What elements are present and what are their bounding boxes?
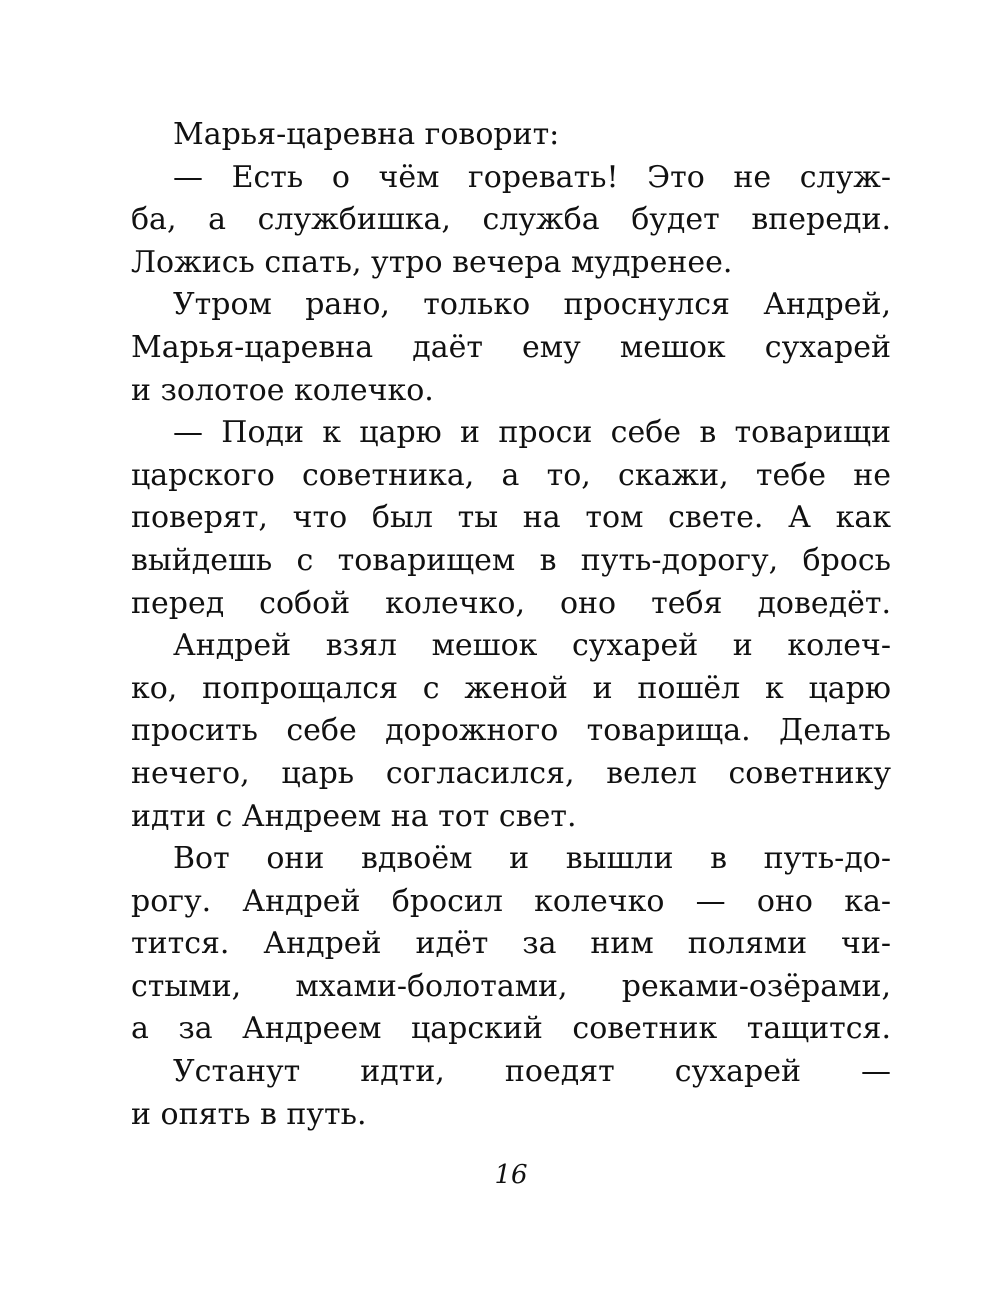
text-line: выйдешь с товарищем в путь-дорогу, брось <box>131 542 891 578</box>
text-line: ба, а службишка, служба будет впереди. <box>131 202 891 238</box>
text-line: нечего, царь согласился, велел советнику <box>131 755 891 791</box>
text-line: поверят, что был ты на том свете. А как <box>131 500 891 536</box>
text-line: рогу. Андрей бросил колечко — оно ка- <box>131 883 891 919</box>
text-line: перед собой колечко, оно тебя доведёт. <box>131 585 891 621</box>
text-line: идти с Андреем на тот свет. <box>131 798 577 834</box>
text-line: и опять в путь. <box>131 1096 367 1132</box>
text-line: стыми, мхами-болотами, реками-озёрами, <box>131 968 891 1004</box>
text-line: — Есть о чём горевать! Это не служ- <box>173 159 891 195</box>
text-line: Марья-царевна даёт ему мешок сухарей <box>131 329 891 365</box>
text-line: Ложись спать, утро вечера мудренее. <box>131 244 733 280</box>
text-line: — Поди к царю и проси себе в товарищи <box>173 415 891 451</box>
text-line: ко, попрощался с женой и пошёл к царю <box>131 670 891 706</box>
text-line: и золотое колечко. <box>131 372 434 408</box>
text-line: Андрей взял мешок сухарей и колеч- <box>173 628 891 664</box>
text-line: тится. Андрей идёт за ним полями чи- <box>131 926 891 962</box>
text-line: Утром рано, только проснулся Андрей, <box>173 287 891 323</box>
text-line: Устанут идти, поедят сухарей — <box>173 1054 891 1090</box>
text-line: царского советника, а то, скажи, тебе не <box>131 457 891 493</box>
text-line: а за Андреем царский советник тащится. <box>131 1011 891 1047</box>
text-line: Марья-царевна говорит: <box>173 117 560 152</box>
text-line: Вот они вдвоём и вышли в путь-до- <box>173 841 891 877</box>
body-text <box>131 114 891 1136</box>
page-number: 16 <box>494 1160 528 1190</box>
text-line: просить себе дорожного товарища. Делать <box>131 713 891 749</box>
